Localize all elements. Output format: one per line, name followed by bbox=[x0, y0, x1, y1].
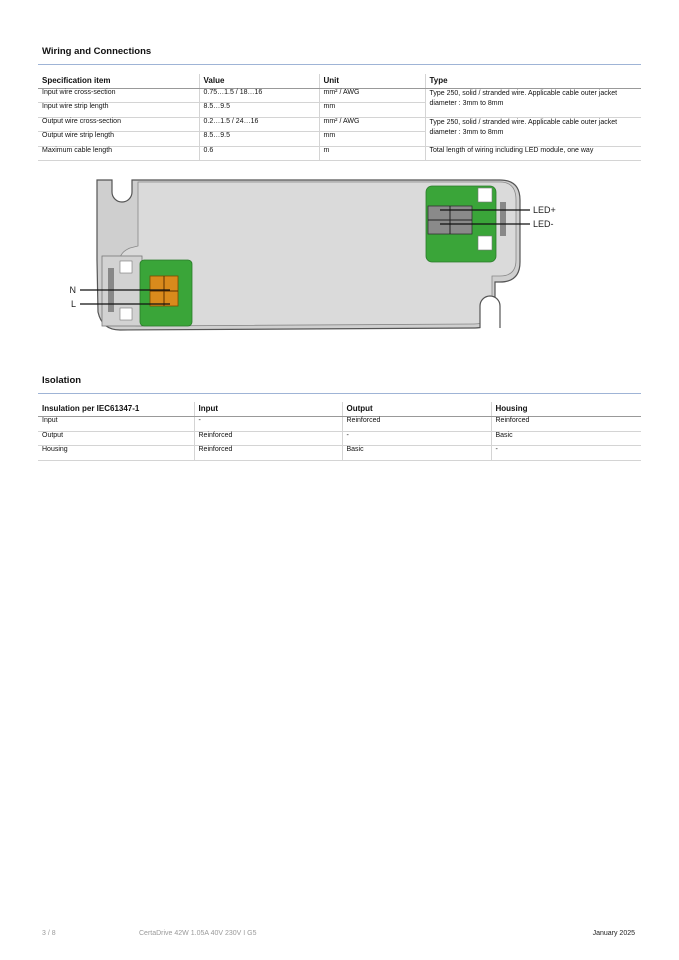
label-l: L bbox=[70, 299, 76, 309]
spec-item: Maximum cable length bbox=[38, 146, 199, 160]
header-value: Value bbox=[199, 74, 319, 88]
spec-unit: mm² / AWG bbox=[319, 88, 425, 102]
spec-unit: mm bbox=[319, 131, 425, 146]
spec-unit: m bbox=[319, 146, 425, 160]
isolation-cell: Reinforced bbox=[342, 416, 491, 431]
spec-item: Input wire strip length bbox=[38, 102, 199, 117]
wiring-section-rule bbox=[38, 64, 641, 65]
table-row bbox=[38, 146, 641, 160]
isolation-section-rule bbox=[38, 393, 641, 394]
footer-date: January 2025 bbox=[592, 930, 635, 937]
table-row bbox=[38, 431, 641, 445]
driver-wiring-diagram bbox=[60, 176, 580, 338]
isolation-section-title: Isolation bbox=[42, 375, 82, 386]
label-n: N bbox=[69, 285, 76, 295]
spec-value: 0.75…1.5 / 18…16 bbox=[199, 88, 319, 102]
isolation-cell: - bbox=[342, 431, 491, 445]
spec-value: 0.6 bbox=[199, 146, 319, 160]
spec-type: Total length of wiring including LED module, one way bbox=[425, 146, 641, 160]
isolation-cell: Basic bbox=[342, 445, 491, 460]
table-row bbox=[38, 416, 641, 431]
output-terminal-ribs bbox=[500, 202, 506, 236]
input-wire-type: Type 250, solid / stranded wire. Applicable cable outer jacket diameter : 3mm to 8mm bbox=[425, 88, 641, 117]
spec-value: 8.5…9.5 bbox=[199, 102, 319, 117]
wiring-table-header bbox=[38, 74, 641, 88]
spec-item: Input wire cross-section bbox=[38, 88, 199, 102]
header-input: Input bbox=[194, 402, 342, 416]
input-release-slot bbox=[120, 308, 132, 320]
spec-unit: mm bbox=[319, 102, 425, 117]
output-wire-type: Type 250, solid / stranded wire. Applicable cable outer jacket diameter : 3mm to 8mm bbox=[425, 117, 641, 146]
isolation-cell: Reinforced bbox=[194, 431, 342, 445]
mounting-slot-right bbox=[480, 296, 500, 328]
label-led-minus: LED- bbox=[533, 219, 554, 229]
footer-product-name: CertaDrive 42W 1.05A 40V 230V I G5 bbox=[139, 930, 257, 937]
isolation-table bbox=[38, 402, 641, 461]
wiring-table bbox=[38, 74, 641, 161]
isolation-cell: - bbox=[194, 416, 342, 431]
spec-item: Output wire strip length bbox=[38, 131, 199, 146]
wiring-section-title: Wiring and Connections bbox=[42, 46, 152, 57]
isolation-table-header bbox=[38, 402, 641, 416]
header-insulation: Insulation per IEC61347-1 bbox=[38, 402, 194, 416]
isolation-cell: Housing bbox=[38, 445, 194, 460]
isolation-cell: Basic bbox=[491, 431, 641, 445]
table-row bbox=[38, 117, 641, 131]
spec-item: Output wire cross-section bbox=[38, 117, 199, 131]
spec-unit: mm² / AWG bbox=[319, 117, 425, 131]
isolation-cell: Output bbox=[38, 431, 194, 445]
isolation-cell: Reinforced bbox=[491, 416, 641, 431]
header-housing: Housing bbox=[491, 402, 641, 416]
header-output: Output bbox=[342, 402, 491, 416]
label-led-plus: LED+ bbox=[533, 205, 556, 215]
footer-page-number: 3 / 8 bbox=[42, 930, 56, 937]
input-release-slot bbox=[120, 261, 132, 273]
spec-value: 0.2…1.5 / 24…16 bbox=[199, 117, 319, 131]
header-unit: Unit bbox=[319, 74, 425, 88]
output-release-slot bbox=[478, 236, 492, 250]
header-type: Type bbox=[425, 74, 641, 88]
table-row bbox=[38, 88, 641, 102]
table-row bbox=[38, 445, 641, 460]
header-specification-item: Specification item bbox=[38, 74, 199, 88]
output-release-slot bbox=[478, 188, 492, 202]
spec-value: 8.5…9.5 bbox=[199, 131, 319, 146]
isolation-cell: Reinforced bbox=[194, 445, 342, 460]
isolation-cell: - bbox=[491, 445, 641, 460]
isolation-cell: Input bbox=[38, 416, 194, 431]
